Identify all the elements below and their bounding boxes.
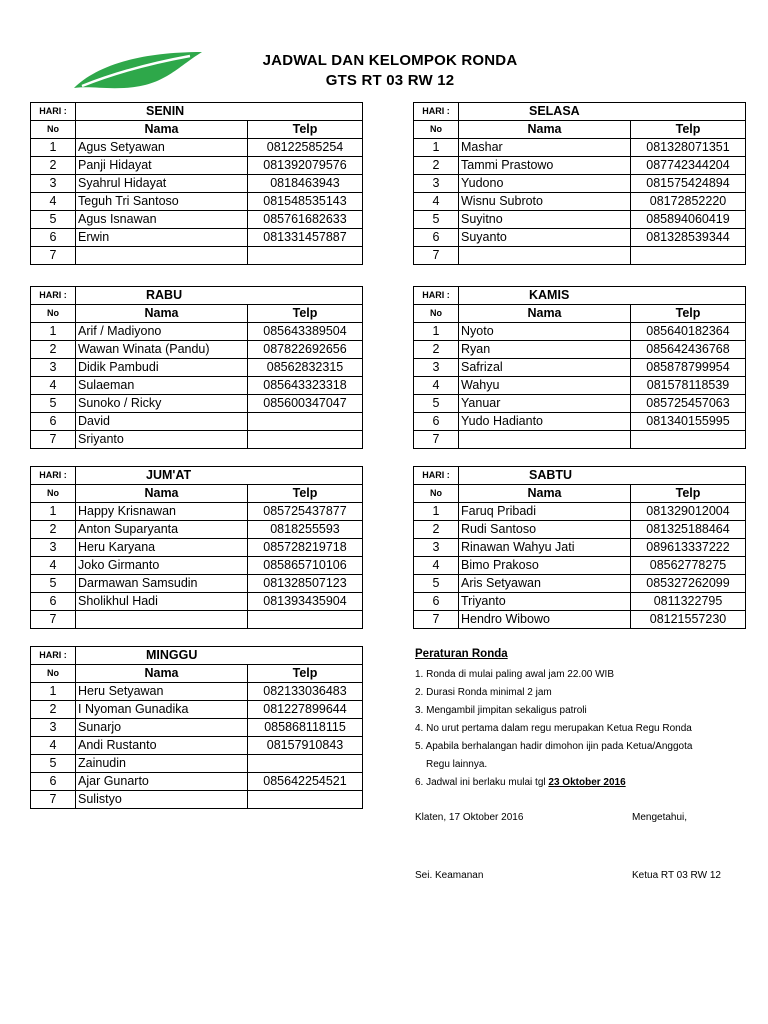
row-no: 2 — [31, 341, 76, 359]
row-nama: Rinawan Wahyu Jati — [459, 539, 631, 557]
leaf-logo — [72, 46, 204, 92]
col-no-header: No — [31, 485, 76, 503]
row-telp: 081328071351 — [631, 139, 746, 157]
row-no: 6 — [414, 229, 459, 247]
row-telp: 085640182364 — [631, 323, 746, 341]
column-header-row — [414, 485, 746, 503]
table-row — [31, 229, 363, 247]
rule-item-6-text: 6. Jadwal ini berlaku mulai tgl — [415, 777, 549, 788]
row-no: 7 — [414, 431, 459, 449]
row-telp: 08157910843 — [248, 737, 363, 755]
row-nama: Rudi Santoso — [459, 521, 631, 539]
row-no: 3 — [31, 175, 76, 193]
col-no-header: No — [414, 121, 459, 139]
signature-acknowledged: Mengetahui, — [632, 812, 688, 823]
table-row — [31, 247, 363, 265]
col-no-header: No — [31, 665, 76, 683]
row-telp: 08172852220 — [631, 193, 746, 211]
page-title: JADWAL DAN KELOMPOK RONDA — [262, 52, 518, 69]
row-no: 7 — [31, 611, 76, 629]
day-header-row — [414, 467, 746, 485]
row-no: 2 — [414, 157, 459, 175]
row-telp: 085894060419 — [631, 211, 746, 229]
row-nama: Sriyanto — [76, 431, 248, 449]
schedule-table — [30, 466, 363, 629]
col-telp-header: Telp — [248, 665, 363, 683]
row-no: 7 — [414, 247, 459, 265]
row-telp: 08122585254 — [248, 139, 363, 157]
row-nama: Bimo Prakoso — [459, 557, 631, 575]
row-no: 1 — [414, 323, 459, 341]
row-no: 2 — [31, 157, 76, 175]
day-header-row — [31, 287, 363, 305]
row-nama: David — [76, 413, 248, 431]
row-no: 3 — [414, 359, 459, 377]
row-telp: 085728219718 — [248, 539, 363, 557]
table-row — [414, 575, 746, 593]
row-nama: Agus Setyawan — [76, 139, 248, 157]
signature-place-date: Klaten, 17 Oktober 2016 — [415, 812, 524, 823]
table-row — [31, 557, 363, 575]
col-telp-header: Telp — [631, 305, 746, 323]
rule-item: 2. Durasi Ronda minimal 2 jam — [415, 687, 552, 698]
table-row — [414, 193, 746, 211]
col-nama-header: Nama — [76, 305, 248, 323]
table-row — [31, 593, 363, 611]
row-telp — [248, 247, 363, 265]
signature-left-title: Sei. Keamanan — [415, 870, 484, 881]
row-no: 6 — [414, 413, 459, 431]
schedule-table — [413, 466, 746, 629]
row-no: 6 — [414, 593, 459, 611]
row-nama: Safrizal — [459, 359, 631, 377]
row-nama — [76, 247, 248, 265]
table-row — [414, 211, 746, 229]
row-nama: Didik Pambudi — [76, 359, 248, 377]
day-name: SELASA — [459, 103, 746, 121]
row-telp — [631, 431, 746, 449]
table-row — [414, 139, 746, 157]
row-telp: 085878799954 — [631, 359, 746, 377]
table-row — [31, 683, 363, 701]
column-header-row — [31, 485, 363, 503]
row-telp — [248, 755, 363, 773]
col-nama-header: Nama — [459, 121, 631, 139]
row-nama: Wahyu — [459, 377, 631, 395]
row-telp: 081227899644 — [248, 701, 363, 719]
row-no: 4 — [31, 737, 76, 755]
table-row — [414, 377, 746, 395]
rule-item — [415, 774, 755, 792]
table-row — [31, 521, 363, 539]
table-row — [414, 247, 746, 265]
row-nama: Sunarjo — [76, 719, 248, 737]
row-no: 1 — [31, 323, 76, 341]
row-nama: Suyanto — [459, 229, 631, 247]
table-row — [31, 503, 363, 521]
row-telp: 08562778275 — [631, 557, 746, 575]
table-row — [414, 431, 746, 449]
table-row — [414, 521, 746, 539]
row-telp: 085642254521 — [248, 773, 363, 791]
row-no: 4 — [31, 557, 76, 575]
row-no: 4 — [31, 377, 76, 395]
hari-label: HARI : — [31, 287, 76, 305]
hari-label: HARI : — [414, 287, 459, 305]
row-telp: 081578118539 — [631, 377, 746, 395]
row-telp: 081329012004 — [631, 503, 746, 521]
day-header-row — [414, 287, 746, 305]
row-telp — [248, 413, 363, 431]
row-telp: 0818463943 — [248, 175, 363, 193]
row-telp: 085865710106 — [248, 557, 363, 575]
day-name: SABTU — [459, 467, 746, 485]
row-telp: 082133036483 — [248, 683, 363, 701]
signature-right-title: Ketua RT 03 RW 12 — [632, 870, 721, 881]
schedule-table — [413, 102, 746, 265]
row-nama: Triyanto — [459, 593, 631, 611]
row-no: 3 — [31, 359, 76, 377]
row-nama: Faruq Pribadi — [459, 503, 631, 521]
day-name: RABU — [76, 287, 363, 305]
day-name: MINGGU — [76, 647, 363, 665]
row-telp: 08562832315 — [248, 359, 363, 377]
row-no: 4 — [414, 377, 459, 395]
col-telp-header: Telp — [631, 485, 746, 503]
row-nama: Nyoto — [459, 323, 631, 341]
row-telp: 085600347047 — [248, 395, 363, 413]
row-no: 2 — [414, 521, 459, 539]
row-telp: 081548535143 — [248, 193, 363, 211]
day-name: JUM'AT — [76, 467, 363, 485]
table-row — [414, 341, 746, 359]
table-row — [414, 539, 746, 557]
table-row — [414, 593, 746, 611]
row-no: 5 — [414, 211, 459, 229]
row-nama: Ajar Gunarto — [76, 773, 248, 791]
row-telp: 087822692656 — [248, 341, 363, 359]
col-telp-header: Telp — [248, 485, 363, 503]
column-header-row — [31, 305, 363, 323]
day-name: SENIN — [76, 103, 363, 121]
hari-label: HARI : — [414, 467, 459, 485]
row-nama: Yudo Hadianto — [459, 413, 631, 431]
row-no: 4 — [31, 193, 76, 211]
col-nama-header: Nama — [459, 485, 631, 503]
row-nama: Mashar — [459, 139, 631, 157]
row-no: 2 — [31, 521, 76, 539]
table-row — [31, 359, 363, 377]
row-nama: Darmawan Samsudin — [76, 575, 248, 593]
table-row — [414, 395, 746, 413]
row-nama: Sulaeman — [76, 377, 248, 395]
schedule-table — [30, 102, 363, 265]
row-nama: I Nyoman Gunadika — [76, 701, 248, 719]
row-no: 6 — [31, 413, 76, 431]
row-telp: 085327262099 — [631, 575, 746, 593]
row-nama: Wawan Winata (Pandu) — [76, 341, 248, 359]
table-row — [31, 539, 363, 557]
col-no-header: No — [414, 305, 459, 323]
row-no: 5 — [31, 211, 76, 229]
column-header-row — [414, 305, 746, 323]
row-telp: 0818255593 — [248, 521, 363, 539]
row-no: 3 — [31, 539, 76, 557]
row-nama: Syahrul Hidayat — [76, 175, 248, 193]
row-telp: 081392079576 — [248, 157, 363, 175]
row-nama: Teguh Tri Santoso — [76, 193, 248, 211]
row-telp: 081575424894 — [631, 175, 746, 193]
schedule-table — [30, 286, 363, 449]
hari-label: HARI : — [31, 467, 76, 485]
row-nama: Arif / Madiyono — [76, 323, 248, 341]
table-row — [414, 157, 746, 175]
hari-label: HARI : — [414, 103, 459, 121]
table-row — [31, 737, 363, 755]
rule-item-continuation: Regu lainnya. — [426, 759, 488, 770]
row-nama: Erwin — [76, 229, 248, 247]
row-telp: 085643389504 — [248, 323, 363, 341]
table-row — [31, 575, 363, 593]
table-row — [414, 359, 746, 377]
table-row — [414, 611, 746, 629]
col-no-header: No — [31, 121, 76, 139]
row-telp: 085761682633 — [248, 211, 363, 229]
row-nama: Andi Rustanto — [76, 737, 248, 755]
rule-item: 5. Apabila berhalangan hadir dimohon ijin pada Ketua/Anggota — [415, 741, 693, 752]
row-nama: Tammi Prastowo — [459, 157, 631, 175]
row-nama: Yanuar — [459, 395, 631, 413]
row-nama — [76, 611, 248, 629]
table-row — [31, 431, 363, 449]
table-row — [31, 611, 363, 629]
table-row — [31, 323, 363, 341]
table-row — [414, 175, 746, 193]
table-row — [31, 139, 363, 157]
row-telp: 081328539344 — [631, 229, 746, 247]
row-no: 1 — [31, 683, 76, 701]
row-no: 5 — [414, 575, 459, 593]
row-no: 1 — [414, 139, 459, 157]
col-no-header: No — [414, 485, 459, 503]
row-no: 2 — [31, 701, 76, 719]
row-nama: Joko Girmanto — [76, 557, 248, 575]
row-no: 1 — [414, 503, 459, 521]
col-nama-header: Nama — [459, 305, 631, 323]
row-no: 4 — [414, 193, 459, 211]
row-telp: 089613337222 — [631, 539, 746, 557]
row-nama: Hendro Wibowo — [459, 611, 631, 629]
rules-section — [415, 648, 755, 792]
row-telp: 085642436768 — [631, 341, 746, 359]
row-no: 7 — [31, 247, 76, 265]
hari-label: HARI : — [31, 103, 76, 121]
day-header-row — [31, 467, 363, 485]
col-telp-header: Telp — [248, 121, 363, 139]
row-telp: 087742344204 — [631, 157, 746, 175]
row-telp: 085643323318 — [248, 377, 363, 395]
row-nama: Sunoko / Ricky — [76, 395, 248, 413]
row-nama: Zainudin — [76, 755, 248, 773]
row-telp — [631, 247, 746, 265]
row-nama: Panji Hidayat — [76, 157, 248, 175]
column-header-row — [31, 121, 363, 139]
row-telp: 081325188464 — [631, 521, 746, 539]
col-nama-header: Nama — [76, 665, 248, 683]
table-row — [31, 791, 363, 809]
row-no: 1 — [31, 503, 76, 521]
row-no: 5 — [414, 395, 459, 413]
col-nama-header: Nama — [76, 121, 248, 139]
row-no: 3 — [414, 539, 459, 557]
table-row — [414, 413, 746, 431]
day-header-row — [31, 103, 363, 121]
row-telp: 0811322795 — [631, 593, 746, 611]
row-telp: 085868118115 — [248, 719, 363, 737]
row-no: 4 — [414, 557, 459, 575]
col-no-header: No — [31, 305, 76, 323]
row-nama: Anton Suparyanta — [76, 521, 248, 539]
col-nama-header: Nama — [76, 485, 248, 503]
schedule-table — [30, 646, 363, 809]
row-nama — [459, 247, 631, 265]
table-row — [31, 755, 363, 773]
row-no: 7 — [414, 611, 459, 629]
row-no: 2 — [414, 341, 459, 359]
row-nama: Aris Setyawan — [459, 575, 631, 593]
table-row — [31, 719, 363, 737]
table-row — [414, 503, 746, 521]
row-no: 5 — [31, 755, 76, 773]
row-nama: Yudono — [459, 175, 631, 193]
table-row — [31, 341, 363, 359]
rule-item: 1. Ronda di mulai paling awal jam 22.00 WIB — [415, 669, 614, 680]
row-no: 7 — [31, 431, 76, 449]
row-no: 5 — [31, 395, 76, 413]
column-header-row — [31, 665, 363, 683]
row-nama: Heru Setyawan — [76, 683, 248, 701]
rule-start-date: 23 Oktober 2016 — [548, 777, 626, 788]
rule-item: 3. Mengambil jimpitan sekaligus patroli — [415, 705, 587, 716]
row-telp — [248, 431, 363, 449]
row-nama: Agus Isnawan — [76, 211, 248, 229]
hari-label: HARI : — [31, 647, 76, 665]
table-row — [31, 701, 363, 719]
row-no: 1 — [31, 139, 76, 157]
row-telp: 081331457887 — [248, 229, 363, 247]
row-no: 3 — [414, 175, 459, 193]
table-row — [31, 377, 363, 395]
table-row — [31, 413, 363, 431]
table-row — [414, 229, 746, 247]
day-name: KAMIS — [459, 287, 746, 305]
row-no: 3 — [31, 719, 76, 737]
table-row — [31, 157, 363, 175]
rules-title: Peraturan Ronda — [415, 648, 508, 660]
row-nama: Happy Krisnawan — [76, 503, 248, 521]
row-no: 7 — [31, 791, 76, 809]
row-nama: Sulistyo — [76, 791, 248, 809]
row-telp — [248, 611, 363, 629]
row-telp: 08121557230 — [631, 611, 746, 629]
table-row — [31, 395, 363, 413]
table-row — [414, 557, 746, 575]
row-telp: 081393435904 — [248, 593, 363, 611]
page-subtitle: GTS RT 03 RW 12 — [325, 72, 455, 89]
rule-item: 4. No urut pertama dalam regu merupakan Ketua Regu Ronda — [415, 723, 692, 734]
row-nama: Heru Karyana — [76, 539, 248, 557]
column-header-row — [414, 121, 746, 139]
col-telp-header: Telp — [631, 121, 746, 139]
table-row — [31, 175, 363, 193]
table-row — [414, 323, 746, 341]
row-nama — [459, 431, 631, 449]
row-telp: 081340155995 — [631, 413, 746, 431]
table-row — [31, 193, 363, 211]
row-no: 6 — [31, 773, 76, 791]
table-row — [31, 211, 363, 229]
row-telp: 081328507123 — [248, 575, 363, 593]
schedule-table — [413, 286, 746, 449]
day-header-row — [31, 647, 363, 665]
row-nama: Sholikhul Hadi — [76, 593, 248, 611]
col-telp-header: Telp — [248, 305, 363, 323]
row-nama: Ryan — [459, 341, 631, 359]
row-no: 5 — [31, 575, 76, 593]
row-nama: Suyitno — [459, 211, 631, 229]
table-row — [31, 773, 363, 791]
row-no: 6 — [31, 229, 76, 247]
row-nama: Wisnu Subroto — [459, 193, 631, 211]
row-telp — [248, 791, 363, 809]
row-telp: 085725457063 — [631, 395, 746, 413]
row-no: 6 — [31, 593, 76, 611]
row-telp: 085725437877 — [248, 503, 363, 521]
day-header-row — [414, 103, 746, 121]
